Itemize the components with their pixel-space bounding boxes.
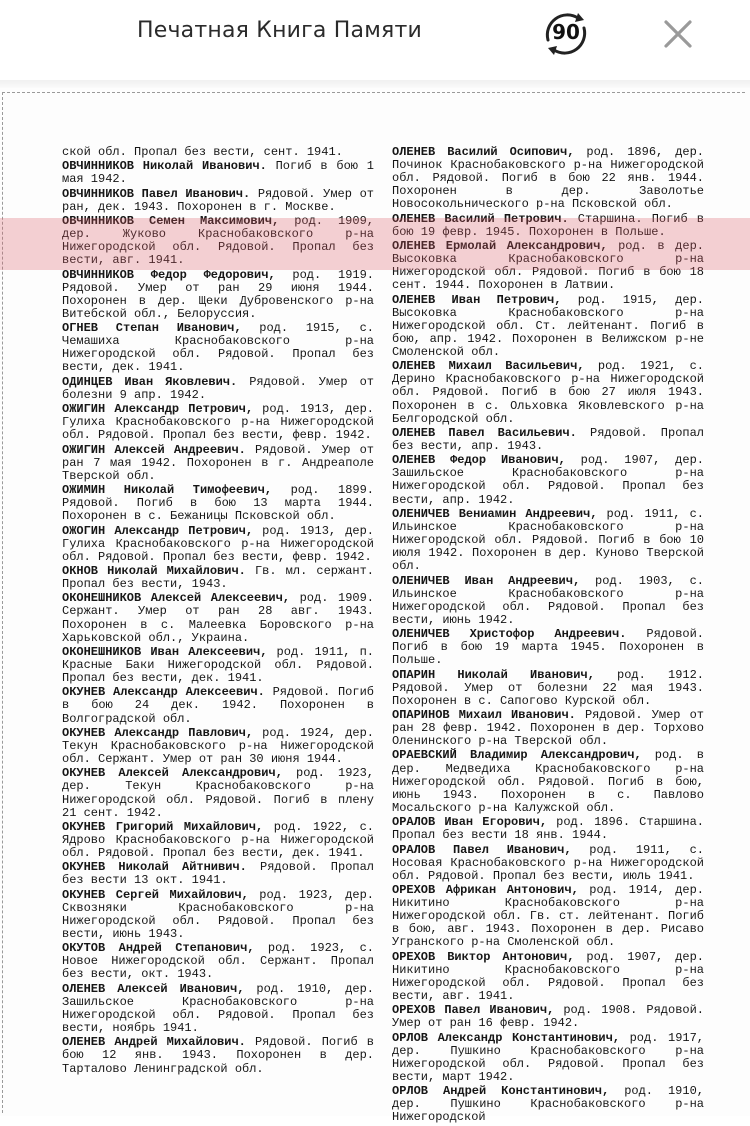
entry: ОЖИГИН Александр Петрович, род. 1913, дер. Гулиха Краснобаковского р-на Нижегородской обл. Рядовой. Пропал без вести, февр. 1942. <box>62 402 375 443</box>
entry: ОРЕХОВ Африкан Антонович, род. 1914, дер. Никитино Краснобаковского р-на Нижегородской обл. Гв. ст. лейтенант. Погиб в бою, авг. 1943. Похоронен в дер. Рисаво Угранского р-на Смоленской обл. <box>392 882 705 950</box>
entry: ОРЛОВ Александр Константинович, род. 1917, дер. Пушкино Краснобаковского р-на Нижегородской обл. Рядовой. Пропал без вести, март 1942. <box>392 1030 704 1084</box>
entry: ОЛЕНЕВ Михаил Васильевич, род. 1921, с. Дерино Краснобаковского р-на Нижегородской обл. Рядовой. Погиб в бою 27 июля 1943. Похоронен в с. Ольховка Яковлевского р-на Белгородской обл. <box>392 359 705 426</box>
close-button[interactable] <box>658 14 698 54</box>
entry: ОПАРИНОВ Михаил Иванович. Рядовой. Умер от ран 28 февр. 1942. Похоронен в дер. Торхово Оленинского р-на Тверской обл. <box>392 708 705 749</box>
top-bar <box>0 0 750 76</box>
entry: ОЛЕНЕВ Андрей Михайлович. Рядовой. Погиб в бою 12 янв. 1943. Похоронен в дер. Тарталово Ленинградской обл. <box>62 1035 375 1076</box>
entry-highlighted: ОВЧИННИКОВ Семен Максимович, род. 1909, дер. Жуково Краснобаковского р-на Нижегородской обл. Рядовой. Пропал без вести, авг. 1941. <box>62 214 374 268</box>
entry: ОЛЕНЕВ Федор Иванович, род. 1907, дер. Зашильское Краснобаковского р-на Нижегородской обл. Рядовой. Пропал без вести, апр. 1942. <box>392 453 704 507</box>
entry: ОКОНЕШНИКОВ Алексей Алексеевич, род. 1909. Сержант. Умер от ран 28 авг. 1943. Похоронен в с. Малеевка Боровского р-на Харьковской обл., Украина. <box>62 591 374 645</box>
scanned-page <box>0 88 750 1125</box>
entry: ОКУНЕВ Александр Павлович, род. 1924, дер. Текун Краснобаковского р-на Нижегородской обл. Сержант. Умер от ран 30 июня 1944. <box>62 725 375 767</box>
page-title: Печатная Книга Памяти <box>137 18 422 43</box>
entry: ОВЧИННИКОВ Федор Федорович, род. 1919. Рядовой. Умер от ран 29 июня 1944. Похоронен в дер. Щеки Дубровенского р-на Витебской обл., Белоруссия. <box>62 267 374 321</box>
entry: ОКУНЕВ Александр Алексеевич. Рядовой. Погиб в бою 24 дек. 1942. Похоронен в Волгоградской обл. <box>62 685 374 726</box>
entry: ОДИНЦЕВ Иван Яковлевич. Рядовой. Умер от болезни 9 апр. 1942. <box>62 374 374 402</box>
entry: ОРАЕВСКИЙ Владимир Александрович, род. в дер. Медведиха Краснобаковского р-на Нижегородской обл. Рядовой. Погиб в бою, июнь 1943. Похоронен в с. Павлово Мосальского р-на Калужской обл. <box>392 748 704 815</box>
entry-highlighted: ОЛЕНЕВ Василий Петрович. Старшина. Погиб в бою 19 февр. 1945. Похоронен в Польше. <box>392 211 705 239</box>
entry: ОКУНЕВ Алексей Александрович, род. 1923, дер. Текун Краснобаковского р-на Нижегородской обл. Рядовой. Погиб в плену 21 сент. 1942. <box>62 766 374 820</box>
close-icon <box>658 14 698 54</box>
entry: ОКОНЕШНИКОВ Иван Алексеевич, род. 1911, п. Красные Баки Нижегородской обл. Рядовой. Пропал без вести, дек. 1941. <box>62 644 374 686</box>
entry: ОЛЕНЕВ Алексей Иванович, род. 1910, дер. Зашильское Краснобаковского р-на Нижегородской обл. Рядовой. Пропал без вести, ноябрь 1941. <box>62 981 375 1036</box>
entry: ОКНОВ Николай Михайлович. Гв. мл. сержант. Пропал без вести, 1943. <box>62 563 375 592</box>
entry: ОЛЕНЕВ Василий Осипович, род. 1896, дер. Починок Краснобаковского р-на Нижегородской обл. Рядовой. Погиб в бою 22 янв. 1944. Похоронен в дер. Заволотье Новосокольнического р-на Псковской обл. <box>392 145 705 212</box>
entry: ОКУНЕВ Григорий Михайлович, род. 1922, с. Ядрово Краснобаковского р-на Нижегородской обл. Рядовой. Пропал без вести, дек. 1941. <box>62 819 374 861</box>
left-column <box>62 146 374 1077</box>
entry: ОЛЕНИЧЕВ Иван Андреевич, род. 1903, с. Ильинское Краснобаковского р-на Нижегородской обл. Рядовой. Пропал без вести, июнь 1942. <box>392 573 704 627</box>
entry: ОПАРИН Николай Иванович, род. 1912. Рядовой. Умер от болезни 22 мая 1943. Похоронен в с. Сапогово Курской обл. <box>392 667 705 708</box>
entry: ОРЛОВ Андрей Константинович, род. 1910, дер. Пушкино Краснобаковского р-на Нижегородской <box>392 1084 704 1125</box>
entry: ской обл. Пропал без вести, сент. 1941. <box>62 145 343 159</box>
entry: ОКУНЕВ Николай Айтнивич. Рядовой. Пропал без вести 13 окт. 1941. <box>62 860 375 888</box>
entry: ОВЧИННИКОВ Николай Иванович. Погиб в бою 1 мая 1942. <box>62 159 374 187</box>
entry: ОЖИМИН Николай Тимофеевич, род. 1899. Рядовой. Погиб в бою 13 марта 1944. Похоронен в с. Бежаницы Псковской обл. <box>62 483 375 524</box>
entry: ОВЧИННИКОВ Павел Иванович. Рядовой. Умер от ран, дек. 1943. Похоронен в г. Москве. <box>62 186 374 214</box>
entry: ОЛЕНЕВ Павел Васильевич. Рядовой. Пропал без вести, апр. 1943. <box>392 425 705 453</box>
entry: ОРАЛОВ Павел Иванович, род. 1911, с. Носовая Краснобаковского р-на Нижегородской обл. Рядовой. Пропал без вести, июль 1941. <box>392 842 704 883</box>
entry: ОРЕХОВ Виктор Антонович, род. 1907, дер. Никитино Краснобаковского р-на Нижегородской обл. Рядовой. Пропал без вести, авг. 1941. <box>392 949 705 1003</box>
entry: ОЛЕНИЧЕВ Вениамин Андреевич, род. 1911, с. Ильинское Краснобаковского р-на Нижегородской обл. Рядовой. Погиб в бою 10 июля 1942. Похоронен в дер. Куново Тверской обл. <box>392 506 704 574</box>
right-column <box>392 146 704 1126</box>
entry: ОКУТОВ Андрей Степанович, род. 1923, с. Новое Нижегородской обл. Сержант. Пропал без вести, окт. 1943. <box>62 941 375 982</box>
page-number: 90 <box>552 20 580 44</box>
entry: ОЛЕНЕВ Ермолай Александрович, род. в дер. Высоковка Краснобаковского р-на Нижегородской обл. Рядовой. Погиб в бою 18 сент. 1944. Похоронен в Латвии. <box>392 239 704 293</box>
entry: ОЛЕНИЧЕВ Христофор Андреевич. Рядовой. Погиб в бою 19 марта 1945. Похоронен в Польше. <box>392 627 704 668</box>
entry: ОКУНЕВ Сергей Михайлович, род. 1923, дер. Сквозняки Краснобаковского р-на Нижегородской обл. Рядовой. Пропал без вести, июнь 1943. <box>62 887 375 941</box>
page-counter[interactable] <box>538 10 594 58</box>
entry: ОРАЛОВ Иван Егорович, род. 1896. Старшина. Пропал без вести 18 янв. 1944. <box>392 815 704 843</box>
entry: ОРЕХОВ Павел Иванович, род. 1908. Рядовой. Умер от ран 16 февр. 1942. <box>392 1003 704 1031</box>
entry: ОЛЕНЕВ Иван Петрович, род. 1915, дер. Высоковка Краснобаковского р-на Нижегородской обл. Ст. лейтенант. Погиб в бою, апр. 1942. Похоронен в Велижском р-не Смоленской обл. <box>392 292 704 359</box>
entry: ОЖОГИН Александр Петрович, род. 1913, дер. Гулиха Краснобаковского р-на Нижегородской обл. Рядовой. Пропал без вести, февр. 1942. <box>62 523 375 564</box>
entry: ОГНЕВ Степан Иванович, род. 1915, с. Чемашиха Краснобаковского р-на Нижегородской обл. Рядовой. Пропал без вести, дек. 1941. <box>62 321 374 375</box>
entry: ОЖИГИН Алексей Андреевич. Рядовой. Умер от ран 7 мая 1942. Похоронен в г. Андреаполе Тверской обл. <box>62 442 375 483</box>
